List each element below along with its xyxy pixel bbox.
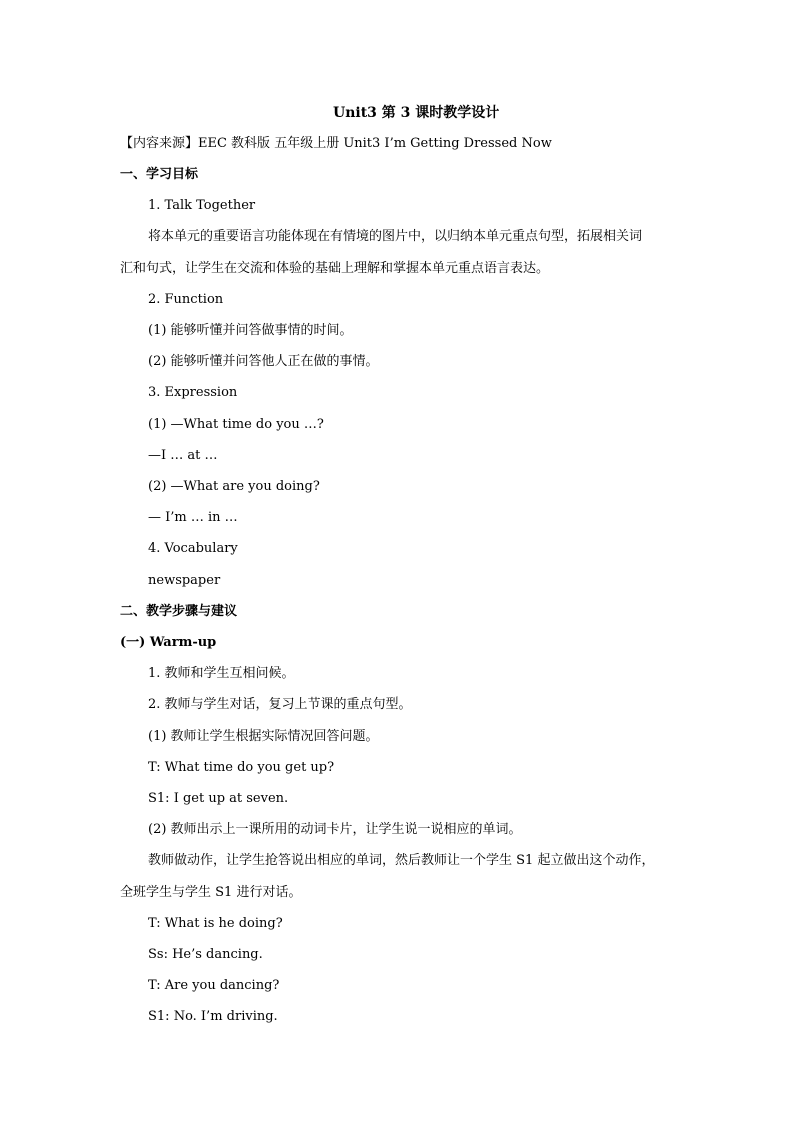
section-heading-objectives: 一、学习目标 [120, 167, 199, 182]
objective-item: 4. Vocabulary [148, 541, 238, 556]
objective-item: 2. Function [148, 292, 224, 307]
list-item: (1) 能够听懂并问答做事情的时间。 [148, 323, 353, 338]
paragraph-line: 教师做动作，让学生抢答说出相应的单词，然后教师让一个学生 S1 起立做出这个动作， [148, 853, 655, 868]
content-source: 【内容来源】EEC 教科版 五年级上册 Unit3 I’m Getting Dressed Now [120, 136, 552, 151]
objective-item: 3. Expression [148, 385, 238, 400]
list-item: 2. 教师与学生对话，复习上节课的重点句型。 [148, 697, 412, 712]
page-title: Unit3 第 3 课时教学设计 [333, 105, 500, 121]
list-item: 1. 教师和学生互相问候。 [148, 666, 295, 681]
paragraph-line: 汇和句式，让学生在交流和体验的基础上理解和掌握本单元重点语言表达。 [120, 261, 550, 276]
paragraph-line: 将本单元的重要语言功能体现在有情境的图片中，以归纳本单元重点句型，拓展相关词 [148, 229, 643, 244]
dialogue-line: Ss: He’s dancing. [148, 947, 263, 962]
dialogue-line: S1: No. I’m driving. [148, 1009, 278, 1024]
objective-item: 1. Talk Together [148, 198, 256, 213]
dialogue-line: T: What is he doing? [148, 916, 283, 931]
dialogue-line: T: What time do you get up? [148, 760, 335, 775]
vocabulary-word: newspaper [148, 573, 221, 588]
subsection-heading: (一) Warm-up [120, 635, 217, 650]
list-item: (2) 教师出示上一课所用的动词卡片，让学生说一说相应的单词。 [148, 822, 522, 837]
list-item: (2) 能够听懂并问答他人正在做的事情。 [148, 354, 379, 369]
dialogue-line: S1: I get up at seven. [148, 791, 289, 806]
dialogue-line: T: Are you dancing? [148, 978, 280, 993]
section-heading-steps: 二、教学步骤与建议 [120, 604, 238, 619]
list-item: (2) —What are you doing? [148, 479, 320, 494]
list-item: —I … at … [148, 448, 218, 463]
list-item: — I’m … in … [148, 510, 238, 525]
list-item: (1) —What time do you …? [148, 417, 324, 432]
paragraph-line: 全班学生与学生 S1 进行对话。 [120, 885, 302, 900]
list-item: (1) 教师让学生根据实际情况回答问题。 [148, 729, 379, 744]
